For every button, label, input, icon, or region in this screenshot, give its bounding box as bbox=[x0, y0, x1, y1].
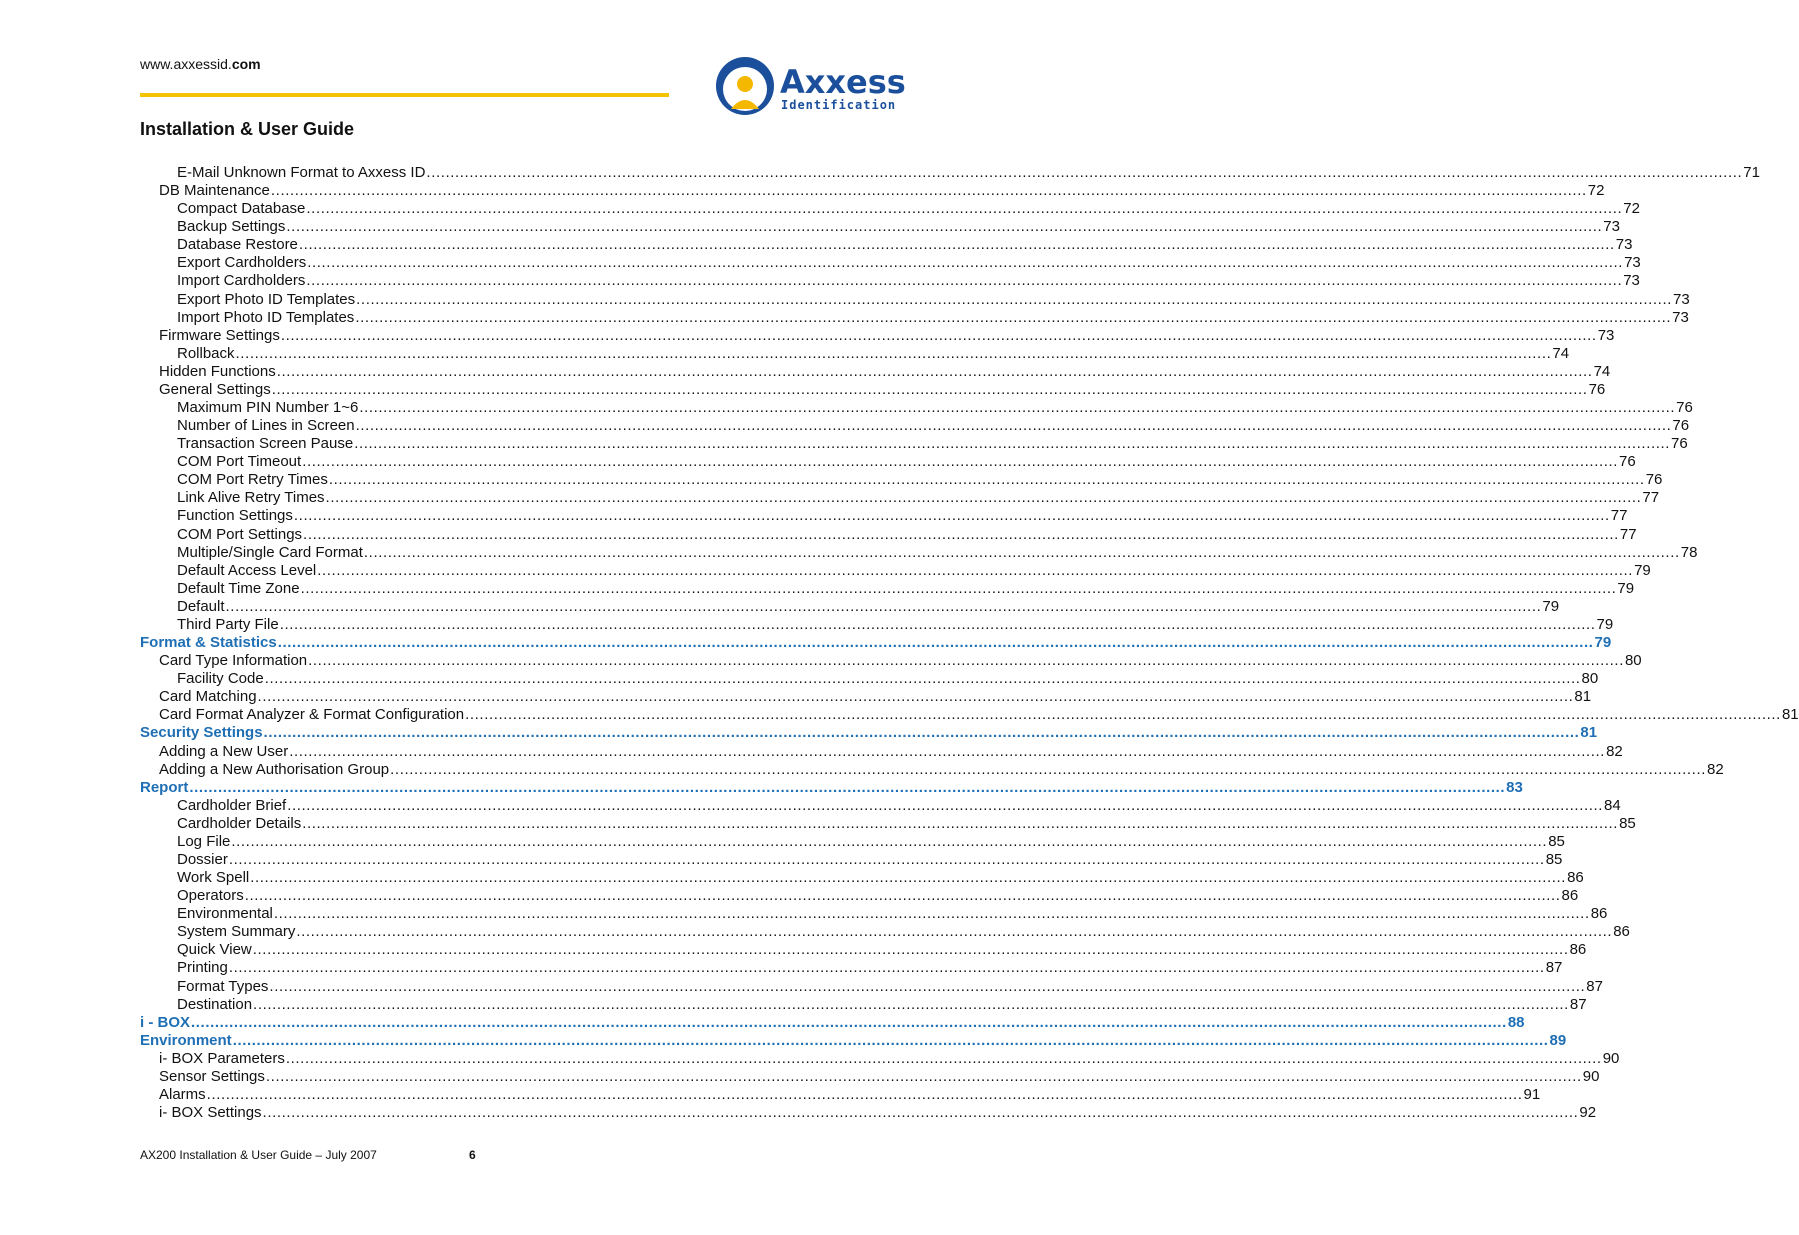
toc-leader-dots bbox=[354, 435, 1670, 453]
toc-entry-title: i- BOX Settings bbox=[159, 1104, 262, 1122]
toc-entry[interactable] bbox=[140, 778, 1523, 797]
toc-entry-page: 76 bbox=[1676, 399, 1693, 417]
toc-entry-page: 73 bbox=[1672, 290, 1690, 308]
toc-entry-title: COM Port Retry Times bbox=[177, 471, 328, 489]
toc-entry[interactable] bbox=[140, 543, 1698, 562]
toc-entry-title: Alarms bbox=[159, 1085, 206, 1103]
toc-entry[interactable] bbox=[140, 887, 1579, 905]
toc-leader-dots bbox=[191, 1014, 1507, 1032]
website-url bbox=[140, 56, 261, 72]
table-of-contents bbox=[140, 164, 1799, 1122]
toc-leader-dots bbox=[274, 905, 1590, 923]
toc-leader-dots bbox=[356, 417, 1672, 435]
toc-entry[interactable] bbox=[140, 200, 1640, 218]
company-logo bbox=[712, 53, 906, 119]
toc-leader-dots bbox=[280, 616, 1596, 634]
toc-entry-title: i- BOX Parameters bbox=[159, 1049, 285, 1067]
toc-leader-dots bbox=[253, 996, 1569, 1014]
toc-entry-title: Adding a New Authorisation Group bbox=[159, 760, 390, 778]
toc-entry-title: Rollback bbox=[177, 344, 235, 362]
toc-entry-title: Import Cardholders bbox=[177, 272, 306, 290]
toc-entry-title: Work Spell bbox=[177, 869, 250, 887]
toc-entry-page: 92 bbox=[1579, 1104, 1597, 1122]
toc-entry[interactable] bbox=[140, 507, 1628, 525]
toc-entry-title: Format Types bbox=[177, 977, 269, 995]
toc-entry[interactable] bbox=[140, 923, 1630, 941]
toc-entry-page: 81 bbox=[1574, 688, 1592, 706]
toc-entry-title: Link Alive Retry Times bbox=[177, 489, 325, 507]
toc-leader-dots bbox=[465, 706, 1781, 724]
toc-entry[interactable] bbox=[140, 995, 1587, 1014]
toc-entry-page: 79 bbox=[1594, 634, 1612, 652]
toc-entry-page: 89 bbox=[1549, 1031, 1567, 1049]
toc-entry-title: Multiple/Single Card Format bbox=[177, 543, 363, 561]
toc-entry[interactable] bbox=[140, 1031, 1567, 1050]
toc-leader-dots bbox=[266, 1068, 1582, 1086]
toc-entry-page: 80 bbox=[1624, 652, 1642, 670]
toc-entry[interactable] bbox=[140, 796, 1621, 815]
toc-entry[interactable] bbox=[140, 272, 1640, 290]
toc-entry-page: 86 bbox=[1567, 869, 1584, 887]
toc-entry-title: COM Port Timeout bbox=[177, 453, 302, 471]
toc-entry[interactable] bbox=[140, 941, 1587, 959]
toc-entry[interactable] bbox=[140, 399, 1693, 417]
toc-entry[interactable] bbox=[140, 561, 1651, 580]
toc-entry[interactable] bbox=[140, 977, 1603, 996]
toc-entry-page: 80 bbox=[1581, 670, 1599, 688]
toc-entry-title: Destination bbox=[177, 995, 253, 1013]
toc-entry-page: 73 bbox=[1623, 272, 1640, 290]
toc-entry-page: 73 bbox=[1672, 308, 1689, 326]
toc-leader-dots bbox=[231, 833, 1547, 851]
toc-entry[interactable] bbox=[140, 615, 1614, 634]
toc-entry[interactable] bbox=[140, 832, 1565, 851]
toc-entry-page: 87 bbox=[1586, 977, 1603, 995]
toc-entry-page: 76 bbox=[1671, 435, 1688, 453]
toc-leader-dots bbox=[264, 724, 1580, 742]
toc-entry-page: 86 bbox=[1561, 887, 1579, 905]
toc-leader-dots bbox=[277, 363, 1593, 381]
toc-entry[interactable] bbox=[140, 344, 1570, 363]
toc-entry-page: 78 bbox=[1680, 543, 1698, 561]
toc-entry-title: System Summary bbox=[177, 923, 296, 941]
toc-entry-title: Operators bbox=[177, 887, 244, 905]
toc-leader-dots bbox=[269, 978, 1585, 996]
toc-entry-title: DB Maintenance bbox=[159, 182, 270, 200]
document-title: Installation & User Guide bbox=[140, 119, 355, 139]
toc-entry-page: 85 bbox=[1548, 832, 1565, 850]
toc-leader-dots bbox=[272, 381, 1588, 399]
toc-entry[interactable] bbox=[140, 362, 1611, 381]
toc-entry-page: 88 bbox=[1507, 1013, 1525, 1031]
toc-leader-dots bbox=[306, 200, 1622, 218]
toc-entry-title: Maximum PIN Number 1~6 bbox=[177, 399, 359, 417]
toc-entry[interactable] bbox=[140, 634, 1612, 652]
toc-entry-title: Firmware Settings bbox=[159, 326, 280, 344]
toc-entry[interactable] bbox=[140, 959, 1563, 977]
toc-entry-page: 87 bbox=[1569, 995, 1587, 1013]
toc-entry-page: 86 bbox=[1613, 923, 1630, 941]
toc-leader-dots bbox=[189, 779, 1505, 797]
toc-leader-dots bbox=[359, 399, 1675, 417]
toc-entry-title: Environment bbox=[140, 1031, 232, 1049]
toc-leader-dots bbox=[229, 851, 1545, 869]
toc-leader-dots bbox=[263, 1104, 1579, 1122]
toc-entry-page: 71 bbox=[1743, 164, 1760, 181]
toc-entry-page: 90 bbox=[1602, 1049, 1620, 1067]
toc-entry-title: Environmental bbox=[177, 905, 273, 923]
toc-entry[interactable] bbox=[140, 905, 1608, 923]
toc-entry[interactable] bbox=[140, 218, 1620, 236]
toc-leader-dots bbox=[229, 959, 1545, 977]
toc-entry-page: 85 bbox=[1545, 850, 1563, 868]
toc-leader-dots bbox=[306, 272, 1622, 290]
toc-leader-dots bbox=[326, 489, 1642, 507]
toc-leader-dots bbox=[207, 1086, 1523, 1104]
toc-entry-page: 86 bbox=[1590, 905, 1608, 923]
toc-entry-page: 73 bbox=[1597, 326, 1615, 344]
toc-entry-title: Card Format Analyzer & Format Configuration bbox=[159, 706, 465, 724]
toc-entry-page: 77 bbox=[1642, 489, 1660, 507]
toc-entry-title: Export Photo ID Templates bbox=[177, 290, 356, 308]
toc-leader-dots bbox=[308, 652, 1624, 670]
toc-leader-dots bbox=[253, 941, 1569, 959]
logo-wordmark: Axxess bbox=[780, 63, 906, 101]
toc-entry[interactable] bbox=[140, 417, 1690, 435]
toc-entry-page: 76 bbox=[1588, 380, 1606, 398]
toc-entry-page: 79 bbox=[1617, 579, 1635, 597]
toc-entry[interactable] bbox=[140, 435, 1688, 453]
toc-entry-title: Function Settings bbox=[177, 507, 293, 525]
toc-entry-title: Quick View bbox=[177, 941, 252, 959]
toc-leader-dots bbox=[355, 309, 1671, 327]
toc-entry-page: 83 bbox=[1506, 778, 1523, 796]
toc-leader-dots bbox=[286, 1050, 1602, 1068]
toc-entry-page: 74 bbox=[1593, 362, 1611, 380]
toc-leader-dots bbox=[296, 923, 1612, 941]
toc-entry-page: 85 bbox=[1619, 814, 1636, 832]
toc-leader-dots bbox=[286, 218, 1602, 236]
toc-leader-dots bbox=[329, 471, 1645, 489]
toc-entry[interactable] bbox=[140, 164, 1760, 182]
toc-leader-dots bbox=[307, 254, 1623, 272]
toc-entry[interactable] bbox=[140, 742, 1623, 761]
toc-entry-title: Card Matching bbox=[159, 688, 257, 706]
toc-leader-dots bbox=[364, 544, 1680, 562]
toc-entry-page: 76 bbox=[1645, 471, 1663, 489]
website-url-prefix: www.axxessid. bbox=[140, 56, 232, 72]
toc-entry-page: 81 bbox=[1781, 706, 1799, 724]
toc-entry-title: General Settings bbox=[159, 380, 271, 398]
toc-leader-dots bbox=[245, 887, 1561, 905]
toc-entry-page: 82 bbox=[1606, 742, 1623, 760]
toc-entry-page: 77 bbox=[1619, 525, 1637, 543]
toc-leader-dots bbox=[281, 327, 1597, 345]
toc-leader-dots bbox=[302, 453, 1618, 471]
toc-entry-title: Cardholder Brief bbox=[177, 796, 287, 814]
toc-entry-page: 76 bbox=[1672, 417, 1690, 435]
website-url-suffix: com bbox=[231, 56, 261, 72]
toc-entry-title: Number of Lines in Screen bbox=[177, 417, 355, 435]
toc-entry[interactable] bbox=[140, 453, 1636, 471]
toc-leader-dots bbox=[303, 526, 1619, 544]
toc-leader-dots bbox=[294, 507, 1610, 525]
toc-entry-page: 84 bbox=[1604, 796, 1621, 814]
toc-entry[interactable] bbox=[140, 579, 1635, 598]
toc-entry-title: Backup Settings bbox=[177, 218, 286, 236]
page-number: 6 bbox=[469, 1148, 476, 1162]
toc-entry-title: Export Cardholders bbox=[177, 254, 307, 272]
toc-entry[interactable] bbox=[140, 236, 1633, 254]
toc-entry-page: 73 bbox=[1615, 236, 1633, 254]
toc-entry[interactable] bbox=[140, 652, 1642, 670]
toc-entry-title: E-Mail Unknown Format to Axxess ID bbox=[177, 164, 426, 181]
toc-entry-title: Dossier bbox=[177, 850, 228, 868]
toc-entry-title: Third Party File bbox=[177, 615, 279, 633]
toc-entry-title: i - BOX bbox=[140, 1013, 191, 1031]
toc-entry[interactable] bbox=[140, 724, 1598, 742]
toc-entry-title: COM Port Settings bbox=[177, 525, 303, 543]
toc-entry[interactable] bbox=[140, 1085, 1541, 1104]
toc-entry-title: Default Time Zone bbox=[177, 579, 300, 597]
toc-entry[interactable] bbox=[140, 1067, 1600, 1086]
toc-entry-title: Log File bbox=[177, 832, 231, 850]
toc-leader-dots bbox=[289, 743, 1605, 761]
toc-entry[interactable] bbox=[140, 706, 1799, 724]
toc-entry[interactable] bbox=[140, 182, 1605, 200]
toc-entry-title: Card Type Information bbox=[159, 652, 308, 670]
toc-leader-dots bbox=[356, 291, 1672, 309]
toc-entry[interactable] bbox=[140, 1013, 1525, 1032]
toc-entry[interactable] bbox=[140, 597, 1560, 616]
toc-entry[interactable] bbox=[140, 1104, 1597, 1122]
toc-entry-title: Transaction Screen Pause bbox=[177, 435, 354, 453]
footer-text: AX200 Installation & User Guide – July 2007 bbox=[140, 1148, 377, 1162]
toc-entry-page: 79 bbox=[1596, 615, 1614, 633]
toc-entry[interactable] bbox=[140, 869, 1584, 887]
toc-entry[interactable] bbox=[140, 1049, 1620, 1068]
toc-entry-title: Cardholder Details bbox=[177, 814, 302, 832]
toc-leader-dots bbox=[236, 345, 1552, 363]
toc-entry[interactable] bbox=[140, 670, 1599, 688]
toc-entry-page: 72 bbox=[1587, 182, 1605, 200]
toc-entry[interactable] bbox=[140, 688, 1592, 706]
toc-leader-dots bbox=[287, 797, 1603, 815]
toc-entry-page: 82 bbox=[1706, 760, 1724, 778]
toc-leader-dots bbox=[250, 869, 1566, 887]
toc-leader-dots bbox=[299, 236, 1615, 254]
toc-entry-page: 91 bbox=[1523, 1085, 1541, 1103]
toc-entry-page: 87 bbox=[1545, 959, 1563, 977]
header-rule bbox=[140, 93, 669, 97]
toc-leader-dots bbox=[426, 164, 1742, 182]
toc-entry-title: Compact Database bbox=[177, 200, 306, 218]
toc-leader-dots bbox=[271, 182, 1587, 200]
toc-entry-page: 72 bbox=[1623, 200, 1640, 218]
logo-subtitle: Identification bbox=[781, 98, 897, 112]
toc-leader-dots bbox=[278, 634, 1594, 652]
toc-leader-dots bbox=[302, 815, 1618, 833]
toc-entry-title: Default bbox=[177, 597, 225, 615]
toc-entry[interactable] bbox=[140, 290, 1690, 309]
toc-entry[interactable] bbox=[140, 814, 1636, 833]
toc-entry-title: Adding a New User bbox=[159, 742, 289, 760]
toc-entry[interactable] bbox=[140, 326, 1615, 345]
toc-entry-title: Database Restore bbox=[177, 236, 298, 254]
toc-leader-dots bbox=[301, 580, 1617, 598]
toc-entry-page: 81 bbox=[1580, 724, 1598, 742]
toc-leader-dots bbox=[226, 598, 1542, 616]
toc-entry[interactable] bbox=[140, 471, 1663, 489]
toc-entry-page: 79 bbox=[1542, 597, 1560, 615]
toc-entry[interactable] bbox=[140, 380, 1606, 399]
toc-entry-page: 79 bbox=[1634, 561, 1651, 579]
toc-entry[interactable] bbox=[140, 760, 1724, 779]
toc-entry-title: Hidden Functions bbox=[159, 362, 276, 380]
toc-entry[interactable] bbox=[140, 489, 1660, 507]
toc-leader-dots bbox=[317, 562, 1633, 580]
toc-leader-dots bbox=[258, 688, 1574, 706]
toc-leader-dots bbox=[390, 761, 1706, 779]
toc-entry-page: 73 bbox=[1624, 254, 1641, 272]
logo-emblem-icon bbox=[712, 53, 906, 119]
toc-entry[interactable] bbox=[140, 254, 1641, 272]
toc-entry[interactable] bbox=[140, 525, 1637, 544]
toc-entry[interactable] bbox=[140, 850, 1563, 869]
toc-entry-title: Facility Code bbox=[177, 670, 264, 688]
toc-entry-title: Default Access Level bbox=[177, 561, 317, 579]
toc-leader-dots bbox=[233, 1032, 1549, 1050]
toc-entry[interactable] bbox=[140, 308, 1689, 327]
toc-leader-dots bbox=[265, 670, 1581, 688]
toc-entry-page: 76 bbox=[1619, 453, 1636, 471]
toc-entry-title: Printing bbox=[177, 959, 228, 977]
toc-entry-page: 86 bbox=[1569, 941, 1587, 959]
toc-entry-page: 73 bbox=[1603, 218, 1620, 236]
toc-entry-title: Sensor Settings bbox=[159, 1067, 265, 1085]
toc-entry-title: Format & Statistics bbox=[140, 634, 277, 652]
toc-entry-page: 74 bbox=[1552, 344, 1570, 362]
toc-entry-title: Security Settings bbox=[140, 724, 263, 742]
toc-entry-page: 77 bbox=[1610, 507, 1628, 525]
toc-entry-title: Import Photo ID Templates bbox=[177, 308, 355, 326]
toc-entry-page: 90 bbox=[1582, 1067, 1600, 1085]
toc-entry-title: Report bbox=[140, 778, 189, 796]
